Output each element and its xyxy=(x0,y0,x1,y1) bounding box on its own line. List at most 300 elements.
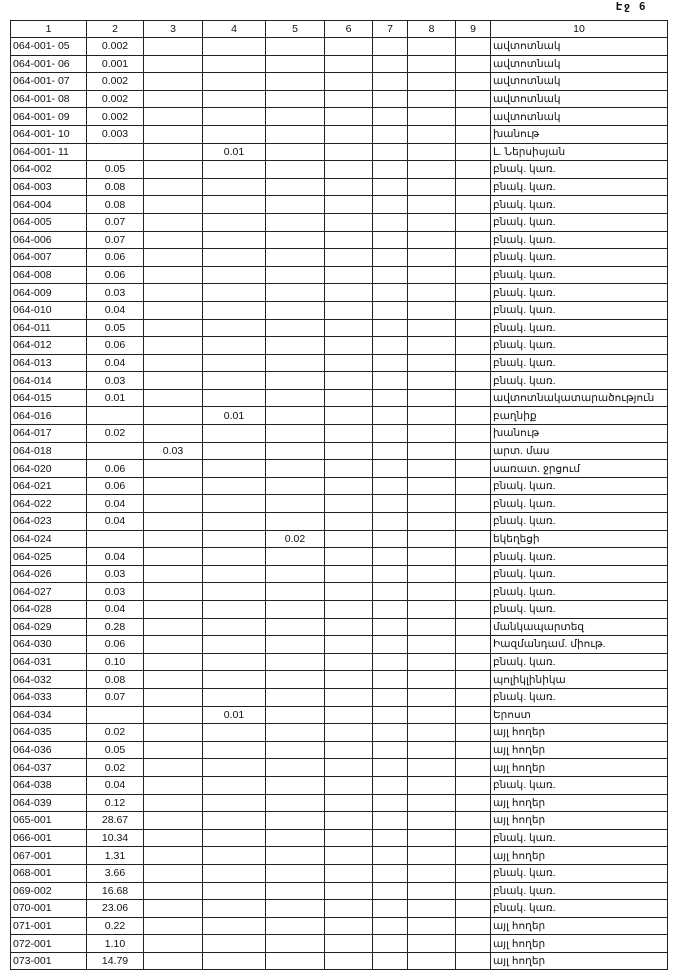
area-cell-col-6 xyxy=(325,266,373,284)
area-cell-col-3 xyxy=(144,864,203,882)
area-cell-col-6 xyxy=(325,847,373,865)
area-cell-col-9 xyxy=(456,776,491,794)
area-cell-col-2: 0.05 xyxy=(87,319,144,337)
area-cell-col-2: 0.01 xyxy=(87,389,144,407)
area-cell-col-5 xyxy=(266,143,325,161)
area-cell-col-3 xyxy=(144,776,203,794)
table-row xyxy=(11,266,668,284)
area-cell-col-8 xyxy=(408,565,456,583)
area-cell-col-7 xyxy=(373,636,408,654)
parcel-code-cell: 064-009 xyxy=(11,284,87,302)
table-row xyxy=(11,724,668,742)
parcel-code-cell: 068-001 xyxy=(11,864,87,882)
area-cell-col-9 xyxy=(456,125,491,143)
area-cell-col-7 xyxy=(373,618,408,636)
area-cell-col-2: 0.06 xyxy=(87,266,144,284)
area-cell-col-9 xyxy=(456,583,491,601)
column-header-3: 3 xyxy=(144,21,203,38)
area-cell-col-3 xyxy=(144,425,203,443)
land-use-cell: այլ հողեր xyxy=(491,952,668,970)
parcel-code-cell: 073-001 xyxy=(11,952,87,970)
area-cell-col-9 xyxy=(456,759,491,777)
table-row xyxy=(11,847,668,865)
table-row xyxy=(11,812,668,830)
land-use-cell: բնակ. կառ. xyxy=(491,178,668,196)
area-cell-col-5 xyxy=(266,548,325,566)
area-cell-col-3 xyxy=(144,354,203,372)
land-use-cell: այլ հողեր xyxy=(491,759,668,777)
area-cell-col-7 xyxy=(373,583,408,601)
area-cell-col-7 xyxy=(373,389,408,407)
area-cell-col-6 xyxy=(325,952,373,970)
area-cell-col-4 xyxy=(203,812,266,830)
area-cell-col-9 xyxy=(456,90,491,108)
area-cell-col-4 xyxy=(203,653,266,671)
area-cell-col-3 xyxy=(144,636,203,654)
parcel-code-cell: 067-001 xyxy=(11,847,87,865)
table-row xyxy=(11,38,668,56)
area-cell-col-3 xyxy=(144,601,203,619)
area-cell-col-8 xyxy=(408,900,456,918)
area-cell-col-3 xyxy=(144,565,203,583)
parcel-code-cell: 064-035 xyxy=(11,724,87,742)
area-cell-col-6 xyxy=(325,741,373,759)
area-cell-col-2: 0.002 xyxy=(87,38,144,56)
area-cell-col-8 xyxy=(408,337,456,355)
parcel-code-cell: 064-037 xyxy=(11,759,87,777)
parcel-code-cell: 064-022 xyxy=(11,495,87,513)
parcel-code-cell: 064-015 xyxy=(11,389,87,407)
land-use-cell: մանկապարտեզ xyxy=(491,618,668,636)
area-cell-col-4 xyxy=(203,301,266,319)
area-cell-col-2: 14.79 xyxy=(87,952,144,970)
area-cell-col-9 xyxy=(456,671,491,689)
area-cell-col-8 xyxy=(408,706,456,724)
area-cell-col-5 xyxy=(266,900,325,918)
area-cell-col-9 xyxy=(456,741,491,759)
area-cell-col-6 xyxy=(325,196,373,214)
table-row xyxy=(11,213,668,231)
area-cell-col-5 xyxy=(266,829,325,847)
area-cell-col-8 xyxy=(408,372,456,390)
land-use-cell: այլ հողեր xyxy=(491,935,668,953)
area-cell-col-6 xyxy=(325,477,373,495)
area-cell-col-6 xyxy=(325,125,373,143)
area-cell-col-2: 28.67 xyxy=(87,812,144,830)
area-cell-col-9 xyxy=(456,196,491,214)
table-row xyxy=(11,935,668,953)
area-cell-col-6 xyxy=(325,337,373,355)
area-cell-col-8 xyxy=(408,143,456,161)
area-cell-col-6 xyxy=(325,425,373,443)
area-cell-col-8 xyxy=(408,513,456,531)
area-cell-col-3 xyxy=(144,530,203,548)
area-cell-col-3 xyxy=(144,900,203,918)
area-cell-col-5 xyxy=(266,882,325,900)
area-cell-col-3 xyxy=(144,266,203,284)
area-cell-col-5 xyxy=(266,389,325,407)
area-cell-col-5 xyxy=(266,565,325,583)
area-cell-col-6 xyxy=(325,213,373,231)
area-cell-col-6 xyxy=(325,38,373,56)
area-cell-col-3 xyxy=(144,794,203,812)
land-use-cell: բնակ. կառ. xyxy=(491,583,668,601)
area-cell-col-3 xyxy=(144,38,203,56)
area-cell-col-6 xyxy=(325,407,373,425)
area-cell-col-9 xyxy=(456,829,491,847)
area-cell-col-5 xyxy=(266,706,325,724)
area-cell-col-7 xyxy=(373,741,408,759)
table-row xyxy=(11,231,668,249)
area-cell-col-5 xyxy=(266,372,325,390)
area-cell-col-8 xyxy=(408,829,456,847)
area-cell-col-9 xyxy=(456,442,491,460)
area-cell-col-9 xyxy=(456,565,491,583)
area-cell-col-3 xyxy=(144,829,203,847)
area-cell-col-5 xyxy=(266,636,325,654)
parcel-code-cell: 064-039 xyxy=(11,794,87,812)
area-cell-col-3 xyxy=(144,548,203,566)
area-cell-col-8 xyxy=(408,73,456,91)
area-cell-col-4 xyxy=(203,724,266,742)
area-cell-col-5 xyxy=(266,759,325,777)
area-cell-col-9 xyxy=(456,73,491,91)
land-use-cell: պոլիկլինիկա xyxy=(491,671,668,689)
area-cell-col-5 xyxy=(266,583,325,601)
table-row xyxy=(11,196,668,214)
area-cell-col-9 xyxy=(456,389,491,407)
area-cell-col-2: 0.04 xyxy=(87,601,144,619)
area-cell-col-8 xyxy=(408,653,456,671)
table-row xyxy=(11,143,668,161)
table-row xyxy=(11,389,668,407)
area-cell-col-8 xyxy=(408,548,456,566)
table-row xyxy=(11,249,668,267)
area-cell-col-9 xyxy=(456,636,491,654)
area-cell-col-7 xyxy=(373,55,408,73)
area-cell-col-2: 16.68 xyxy=(87,882,144,900)
area-cell-col-9 xyxy=(456,900,491,918)
land-use-cell: բնակ. կառ. xyxy=(491,337,668,355)
table-row xyxy=(11,900,668,918)
area-cell-col-6 xyxy=(325,759,373,777)
area-cell-col-8 xyxy=(408,794,456,812)
area-cell-col-7 xyxy=(373,653,408,671)
area-cell-col-6 xyxy=(325,495,373,513)
area-cell-col-2: 0.03 xyxy=(87,284,144,302)
area-cell-col-7 xyxy=(373,337,408,355)
parcel-code-cell: 064-032 xyxy=(11,671,87,689)
land-use-cell: այլ հողեր xyxy=(491,847,668,865)
area-cell-col-4 xyxy=(203,530,266,548)
area-cell-col-9 xyxy=(456,935,491,953)
page-number-label: Էջ 6 xyxy=(616,0,647,13)
area-cell-col-3 xyxy=(144,73,203,91)
area-cell-col-7 xyxy=(373,477,408,495)
area-cell-col-6 xyxy=(325,90,373,108)
parcel-code-cell: 064-001- 09 xyxy=(11,108,87,126)
area-cell-col-5 xyxy=(266,477,325,495)
area-cell-col-6 xyxy=(325,513,373,531)
area-cell-col-8 xyxy=(408,583,456,601)
land-use-cell: ավտոտնակ xyxy=(491,90,668,108)
area-cell-col-2: 0.04 xyxy=(87,776,144,794)
area-cell-col-7 xyxy=(373,601,408,619)
area-cell-col-5 xyxy=(266,73,325,91)
area-cell-col-4 xyxy=(203,161,266,179)
area-cell-col-9 xyxy=(456,301,491,319)
area-cell-col-5 xyxy=(266,90,325,108)
area-cell-col-2: 10.34 xyxy=(87,829,144,847)
parcel-code-cell: 064-002 xyxy=(11,161,87,179)
area-cell-col-9 xyxy=(456,618,491,636)
area-cell-col-2: 0.07 xyxy=(87,688,144,706)
area-cell-col-6 xyxy=(325,55,373,73)
area-cell-col-7 xyxy=(373,372,408,390)
area-cell-col-8 xyxy=(408,196,456,214)
area-cell-col-4 xyxy=(203,442,266,460)
area-cell-col-4 xyxy=(203,389,266,407)
area-cell-col-6 xyxy=(325,829,373,847)
land-use-cell: բնակ. կառ. xyxy=(491,548,668,566)
land-use-cell: այլ հողեր xyxy=(491,917,668,935)
parcel-code-cell: 064-011 xyxy=(11,319,87,337)
area-cell-col-9 xyxy=(456,864,491,882)
area-cell-col-9 xyxy=(456,372,491,390)
area-cell-col-3 xyxy=(144,301,203,319)
table-row xyxy=(11,653,668,671)
area-cell-col-8 xyxy=(408,301,456,319)
area-cell-col-3 xyxy=(144,55,203,73)
area-cell-col-3 xyxy=(144,407,203,425)
area-cell-col-2: 0.07 xyxy=(87,231,144,249)
area-cell-col-2: 0.002 xyxy=(87,90,144,108)
area-cell-col-6 xyxy=(325,618,373,636)
area-cell-col-2: 0.22 xyxy=(87,917,144,935)
area-cell-col-4 xyxy=(203,125,266,143)
area-cell-col-5 xyxy=(266,196,325,214)
area-cell-col-7 xyxy=(373,706,408,724)
parcel-code-cell: 064-029 xyxy=(11,618,87,636)
area-cell-col-7 xyxy=(373,812,408,830)
area-cell-col-9 xyxy=(456,161,491,179)
area-cell-col-3 xyxy=(144,724,203,742)
area-cell-col-9 xyxy=(456,266,491,284)
area-cell-col-8 xyxy=(408,688,456,706)
area-cell-col-9 xyxy=(456,55,491,73)
column-header-5: 5 xyxy=(266,21,325,38)
area-cell-col-3 xyxy=(144,196,203,214)
land-use-cell: բնակ. կառ. xyxy=(491,601,668,619)
area-cell-col-2 xyxy=(87,442,144,460)
area-cell-col-6 xyxy=(325,389,373,407)
area-cell-col-9 xyxy=(456,882,491,900)
area-cell-col-8 xyxy=(408,759,456,777)
area-cell-col-7 xyxy=(373,776,408,794)
area-cell-col-7 xyxy=(373,38,408,56)
area-cell-col-9 xyxy=(456,319,491,337)
land-use-cell: բնակ. կառ. xyxy=(491,829,668,847)
land-use-cell: Լ. Ներսիսյան xyxy=(491,143,668,161)
land-use-cell: բնակ. կառ. xyxy=(491,477,668,495)
area-cell-col-7 xyxy=(373,548,408,566)
area-cell-col-5 xyxy=(266,952,325,970)
area-cell-col-6 xyxy=(325,706,373,724)
area-cell-col-9 xyxy=(456,460,491,478)
area-cell-col-7 xyxy=(373,178,408,196)
land-use-cell: բնակ. կառ. xyxy=(491,249,668,267)
area-cell-col-2: 0.003 xyxy=(87,125,144,143)
land-use-cell: ավտոտնակատարածություն xyxy=(491,389,668,407)
area-cell-col-5 xyxy=(266,513,325,531)
table-row xyxy=(11,530,668,548)
area-cell-col-7 xyxy=(373,284,408,302)
area-cell-col-3 xyxy=(144,161,203,179)
table-body xyxy=(11,38,668,970)
area-cell-col-5 xyxy=(266,319,325,337)
area-cell-col-9 xyxy=(456,724,491,742)
area-cell-col-4 xyxy=(203,249,266,267)
area-cell-col-4 xyxy=(203,864,266,882)
parcel-code-cell: 064-001- 08 xyxy=(11,90,87,108)
land-use-cell: բնակ. կառ. xyxy=(491,161,668,179)
area-cell-col-4 xyxy=(203,460,266,478)
area-cell-col-5 xyxy=(266,249,325,267)
area-cell-col-2: 0.02 xyxy=(87,425,144,443)
area-cell-col-7 xyxy=(373,688,408,706)
area-cell-col-2: 0.06 xyxy=(87,636,144,654)
area-cell-col-6 xyxy=(325,900,373,918)
area-cell-col-6 xyxy=(325,319,373,337)
area-cell-col-7 xyxy=(373,864,408,882)
area-cell-col-6 xyxy=(325,143,373,161)
area-cell-col-6 xyxy=(325,671,373,689)
area-cell-col-4 xyxy=(203,319,266,337)
column-header-7: 7 xyxy=(373,21,408,38)
area-cell-col-2: 0.04 xyxy=(87,495,144,513)
area-cell-col-2 xyxy=(87,706,144,724)
area-cell-col-6 xyxy=(325,530,373,548)
parcel-code-cell: 064-031 xyxy=(11,653,87,671)
area-cell-col-2: 23.06 xyxy=(87,900,144,918)
area-cell-col-3 xyxy=(144,372,203,390)
area-cell-col-4 xyxy=(203,741,266,759)
area-cell-col-8 xyxy=(408,812,456,830)
area-cell-col-8 xyxy=(408,847,456,865)
area-cell-col-7 xyxy=(373,354,408,372)
land-use-cell: այլ հողեր xyxy=(491,724,668,742)
table-row xyxy=(11,794,668,812)
parcel-code-cell: 064-034 xyxy=(11,706,87,724)
area-cell-col-9 xyxy=(456,354,491,372)
parcel-code-cell: 064-010 xyxy=(11,301,87,319)
area-cell-col-7 xyxy=(373,442,408,460)
table-row xyxy=(11,108,668,126)
column-header-10: 10 xyxy=(491,21,668,38)
area-cell-col-6 xyxy=(325,354,373,372)
area-cell-col-6 xyxy=(325,161,373,179)
area-cell-col-5 xyxy=(266,741,325,759)
area-cell-col-8 xyxy=(408,776,456,794)
area-cell-col-4 xyxy=(203,284,266,302)
area-cell-col-9 xyxy=(456,284,491,302)
area-cell-col-6 xyxy=(325,812,373,830)
parcel-code-cell: 064-033 xyxy=(11,688,87,706)
area-cell-col-6 xyxy=(325,794,373,812)
area-cell-col-2: 3.66 xyxy=(87,864,144,882)
area-cell-col-3 xyxy=(144,583,203,601)
area-cell-col-5 xyxy=(266,935,325,953)
area-cell-col-4 xyxy=(203,495,266,513)
land-use-cell: բնակ. կառ. xyxy=(491,231,668,249)
area-cell-col-5 xyxy=(266,653,325,671)
area-cell-col-7 xyxy=(373,425,408,443)
parcel-code-cell: 066-001 xyxy=(11,829,87,847)
area-cell-col-4 xyxy=(203,688,266,706)
table-row xyxy=(11,284,668,302)
area-cell-col-7 xyxy=(373,90,408,108)
area-cell-col-4 xyxy=(203,882,266,900)
column-header-4: 4 xyxy=(203,21,266,38)
area-cell-col-4 xyxy=(203,565,266,583)
area-cell-col-4 xyxy=(203,601,266,619)
area-cell-col-7 xyxy=(373,266,408,284)
area-cell-col-3 xyxy=(144,213,203,231)
area-cell-col-3 xyxy=(144,812,203,830)
area-cell-col-7 xyxy=(373,882,408,900)
land-use-cell: ավտոտնակ xyxy=(491,73,668,91)
area-cell-col-8 xyxy=(408,178,456,196)
land-use-cell: բնակ. կառ. xyxy=(491,688,668,706)
area-cell-col-5 xyxy=(266,266,325,284)
area-cell-col-5 xyxy=(266,794,325,812)
parcel-code-cell: 064-016 xyxy=(11,407,87,425)
area-cell-col-4 xyxy=(203,935,266,953)
area-cell-col-4 xyxy=(203,671,266,689)
parcel-code-cell: 064-008 xyxy=(11,266,87,284)
area-cell-col-2: 0.06 xyxy=(87,477,144,495)
area-cell-col-7 xyxy=(373,108,408,126)
table-row xyxy=(11,706,668,724)
area-cell-col-8 xyxy=(408,601,456,619)
land-use-cell: բնակ. կառ. xyxy=(491,513,668,531)
table-row xyxy=(11,161,668,179)
area-cell-col-9 xyxy=(456,213,491,231)
area-cell-col-5 xyxy=(266,337,325,355)
table-row xyxy=(11,319,668,337)
area-cell-col-2: 0.002 xyxy=(87,73,144,91)
area-cell-col-7 xyxy=(373,724,408,742)
area-cell-col-2: 0.02 xyxy=(87,759,144,777)
area-cell-col-5 xyxy=(266,812,325,830)
area-cell-col-8 xyxy=(408,671,456,689)
area-cell-col-2: 0.04 xyxy=(87,548,144,566)
area-cell-col-8 xyxy=(408,389,456,407)
table-row xyxy=(11,636,668,654)
area-cell-col-3 xyxy=(144,108,203,126)
area-cell-col-4 xyxy=(203,776,266,794)
area-cell-col-2 xyxy=(87,530,144,548)
area-cell-col-3 xyxy=(144,90,203,108)
area-cell-col-2: 1.10 xyxy=(87,935,144,953)
area-cell-col-8 xyxy=(408,442,456,460)
parcel-code-cell: 064-030 xyxy=(11,636,87,654)
area-cell-col-6 xyxy=(325,372,373,390)
area-cell-col-3 xyxy=(144,231,203,249)
area-cell-col-4: 0.01 xyxy=(203,407,266,425)
area-cell-col-5 xyxy=(266,917,325,935)
area-cell-col-2: 0.04 xyxy=(87,513,144,531)
